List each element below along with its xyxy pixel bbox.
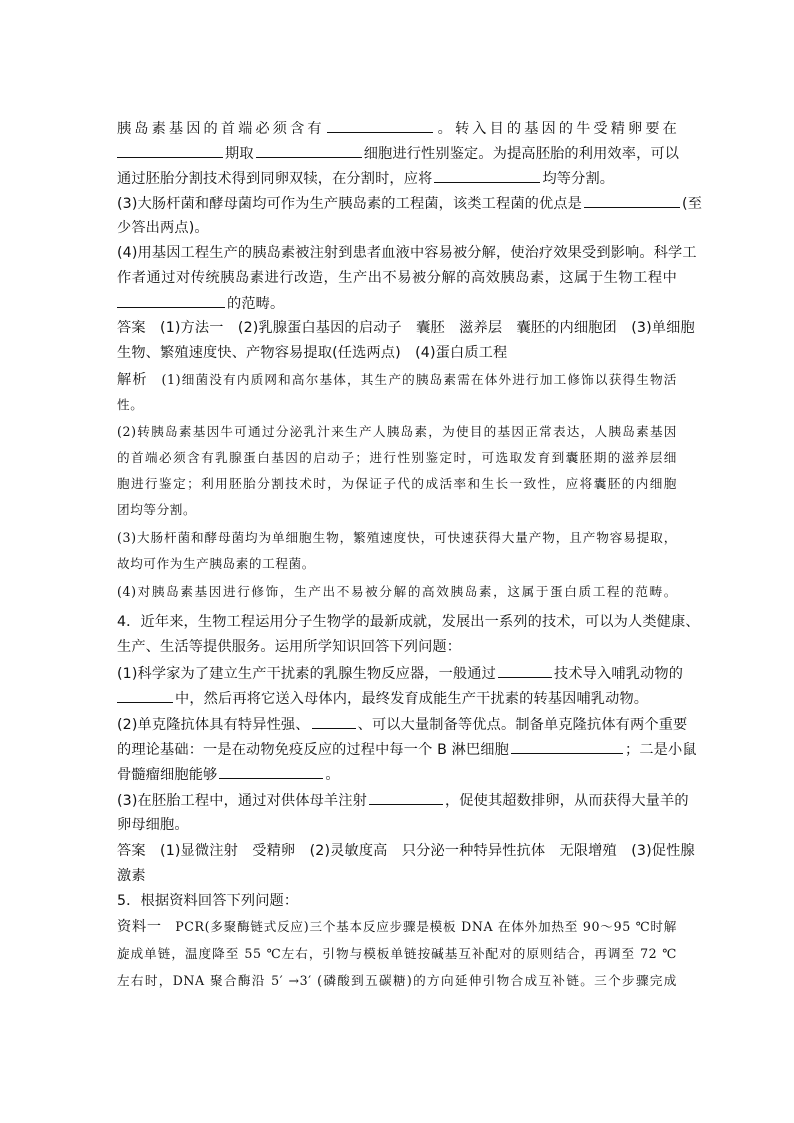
- q4-answer-2: 激素: [117, 868, 146, 884]
- q4-text-5a: (2)单克隆抗体具有特异性强、: [117, 717, 310, 733]
- q4-text-5b: 、可以大量制备等优点。制备单克隆抗体有两个重要: [357, 717, 688, 733]
- q3-text-5: 少答出两点)。: [117, 220, 209, 236]
- analysis-line-5: [117, 474, 677, 494]
- q4-text-7b: 。: [325, 767, 340, 783]
- q5-material-text-1: PCR(多聚酶链式反应)三个基本反应步骤是模板 DNA 在体外加热至 90～95 ℃时解: [175, 919, 677, 934]
- q4-text-6b: ；二是小鼠: [624, 742, 697, 758]
- q5-material-line-2: [117, 944, 677, 964]
- answer-blank[interactable]: [584, 193, 680, 208]
- q3-text-1a: 胰岛素基因的首端必须含有: [117, 121, 325, 137]
- q5-material-line-1: [117, 917, 677, 937]
- q5-line-1: [117, 891, 298, 911]
- q4-text-9: 卵母细胞。: [117, 817, 189, 833]
- q3-answer-line-1: [117, 318, 695, 338]
- analysis-line-6: [117, 500, 196, 520]
- q3-text-2a: 期取: [225, 146, 254, 162]
- q3-text-8b: 的范畴。: [227, 296, 285, 312]
- q4-line-2: [117, 637, 461, 657]
- q3-line-6: [117, 243, 697, 263]
- q4-line-8: [117, 790, 689, 810]
- q4-text-7a: 骨髓瘤细胞能够: [117, 767, 218, 783]
- q4-line-6: [117, 739, 697, 759]
- q4-line-7: [117, 764, 340, 784]
- q3-line-7: [117, 268, 677, 288]
- q4-text-6a: 的理论基础：一是在动物免疫反应的过程中每一个 B 淋巴细胞: [117, 742, 509, 758]
- answer-blank[interactable]: [511, 739, 623, 754]
- q4-line-5: [117, 714, 688, 734]
- q4-text-2: 生产、生活等提供服务。运用所学知识回答下列问题：: [117, 639, 462, 655]
- q4-answer-line-1: [117, 841, 695, 861]
- q3-answer-2: 生物、繁殖速度快、产物容易提取(任选两点) (4)蛋白质工程: [117, 345, 508, 361]
- q5-material-text-2: 旋成单链，温度降至 55 ℃左右，引物与模板单链按碱基互补配对的原则结合，再调至 72 ℃: [117, 946, 677, 961]
- analysis-line-7: [117, 528, 677, 548]
- answer-blank[interactable]: [327, 118, 433, 133]
- q4-text-4b: 中，然后再将它送入母体内，最终发育成能生产干扰素的转基因哺乳动物。: [175, 691, 649, 707]
- analysis-text-9: (4)对胰岛素基因进行修饰，生产出不易被分解的高效胰岛素，这属于蛋白质工程的范畴。: [117, 584, 677, 599]
- analysis-text-4: 的首端必须含有乳腺蛋白基因的启动子；进行性别鉴定时，可选取发育到囊胚期的滋养层细: [117, 450, 677, 465]
- q3-text-3b: 均等分割。: [542, 171, 615, 187]
- q4-answer-1: 答案 (1)显微注射 受精卵 (2)灵敏度高 只分泌一种特异性抗体 无限增殖 (3)促性腺: [117, 843, 695, 859]
- q5-text-1: 5．根据资料回答下列问题：: [117, 893, 299, 909]
- analysis-line-2: [117, 395, 143, 415]
- analysis-line-8: [117, 554, 315, 574]
- analysis-text-8: 故均可作为生产胰岛素的工程菌。: [117, 556, 315, 571]
- q4-text-8b: ，促使其超数排卵，从而获得大量羊的: [444, 793, 689, 809]
- answer-blank[interactable]: [312, 714, 356, 729]
- analysis-text-1: (1)细菌没有内质网和高尔基体，其生产的胰岛素需在体外进行加工修饰以获得生物活: [161, 372, 677, 387]
- q3-text-3a: 通过胚胎分割技术得到同卵双犊，在分割时，应将: [117, 171, 433, 187]
- answer-blank[interactable]: [256, 143, 362, 158]
- analysis-line-3: [117, 422, 677, 442]
- q3-text-4a: (3)大肠杆菌和酵母菌均可作为生产胰岛素的工程菌，该类工程菌的优点是: [117, 196, 583, 212]
- q3-line-4: [117, 193, 703, 213]
- answer-blank[interactable]: [117, 143, 223, 158]
- analysis-text-6: 团均等分割。: [117, 502, 197, 517]
- q4-text-3b: 技术导入哺乳动物的: [554, 666, 684, 682]
- q3-text-7: 作者通过对传统胰岛素进行改造，生产出不易被分解的高效胰岛素，这属于生物工程中: [117, 270, 677, 286]
- analysis-text-3: (2)转胰岛素基因牛可通过分泌乳汁来生产人胰岛素，为使目的基因正常表达，人胰岛素基因: [117, 424, 677, 439]
- q3-text-4b: (至: [682, 196, 703, 212]
- answer-blank[interactable]: [369, 790, 443, 805]
- q3-line-8: [117, 293, 284, 313]
- analysis-line-9: [117, 582, 677, 602]
- analysis-text-2: 性。: [117, 397, 144, 412]
- q3-answer-line-2: [117, 343, 507, 363]
- q4-line-4: [117, 688, 648, 708]
- q4-line-3: [117, 663, 684, 683]
- q4-answer-line-2: [117, 866, 146, 886]
- q3-text-2b: 细胞进行性别鉴定。为提高胚胎的利用效率，可以: [363, 146, 680, 162]
- material-label: 资料一: [117, 919, 162, 935]
- q5-material-line-3: [117, 971, 677, 991]
- q4-text-3a: (1)科学家为了建立生产干扰素的乳腺生物反应器，一般通过: [117, 666, 496, 682]
- q3-line-2: [117, 143, 680, 163]
- answer-blank[interactable]: [117, 688, 173, 703]
- q3-line-1: [117, 118, 677, 138]
- q3-line-5: [117, 218, 209, 238]
- q4-line-1: [117, 612, 700, 632]
- q4-text-1: 4．近年来，生物工程运用分子生物学的最新成就，发展出一系列的技术，可以为人类健康、: [117, 614, 700, 630]
- q5-material-text-3: 左右时，DNA 聚合酶沿 5′ →3′ (磷酸到五碳糖)的方向延伸引物合成互补链。三个步骤完成: [117, 973, 677, 988]
- analysis-line-4: [117, 448, 677, 468]
- analysis-label: 解析: [117, 372, 148, 388]
- q3-line-3: [117, 168, 614, 188]
- answer-blank[interactable]: [117, 293, 225, 308]
- answer-blank[interactable]: [219, 764, 323, 779]
- answer-blank[interactable]: [434, 168, 540, 183]
- q3-answer-1: 答案 (1)方法一 (2)乳腺蛋白基因的启动子 囊胚 滋养层 囊胚的内细胞团 (3)单细胞: [117, 320, 695, 336]
- analysis-text-7: (3)大肠杆菌和酵母菌均为单细胞生物，繁殖速度快，可快速获得大量产物，且产物容易提取，: [117, 530, 677, 545]
- q4-text-8a: (3)在胚胎工程中，通过对供体母羊注射: [117, 793, 367, 809]
- q4-line-9: [117, 815, 189, 835]
- q3-text-6: (4)用基因工程生产的胰岛素被注射到患者血液中容易被分解，使治疗效果受到影响。科学工: [117, 245, 697, 261]
- analysis-line-1: [117, 370, 677, 390]
- analysis-text-5: 胞进行鉴定；利用胚胎分割技术时，为保证子代的成活率和生长一致性，应将囊胚的内细胞: [117, 476, 677, 491]
- q3-text-1b: 。转入目的基因的牛受精卵要在: [434, 121, 677, 137]
- answer-blank[interactable]: [498, 663, 552, 678]
